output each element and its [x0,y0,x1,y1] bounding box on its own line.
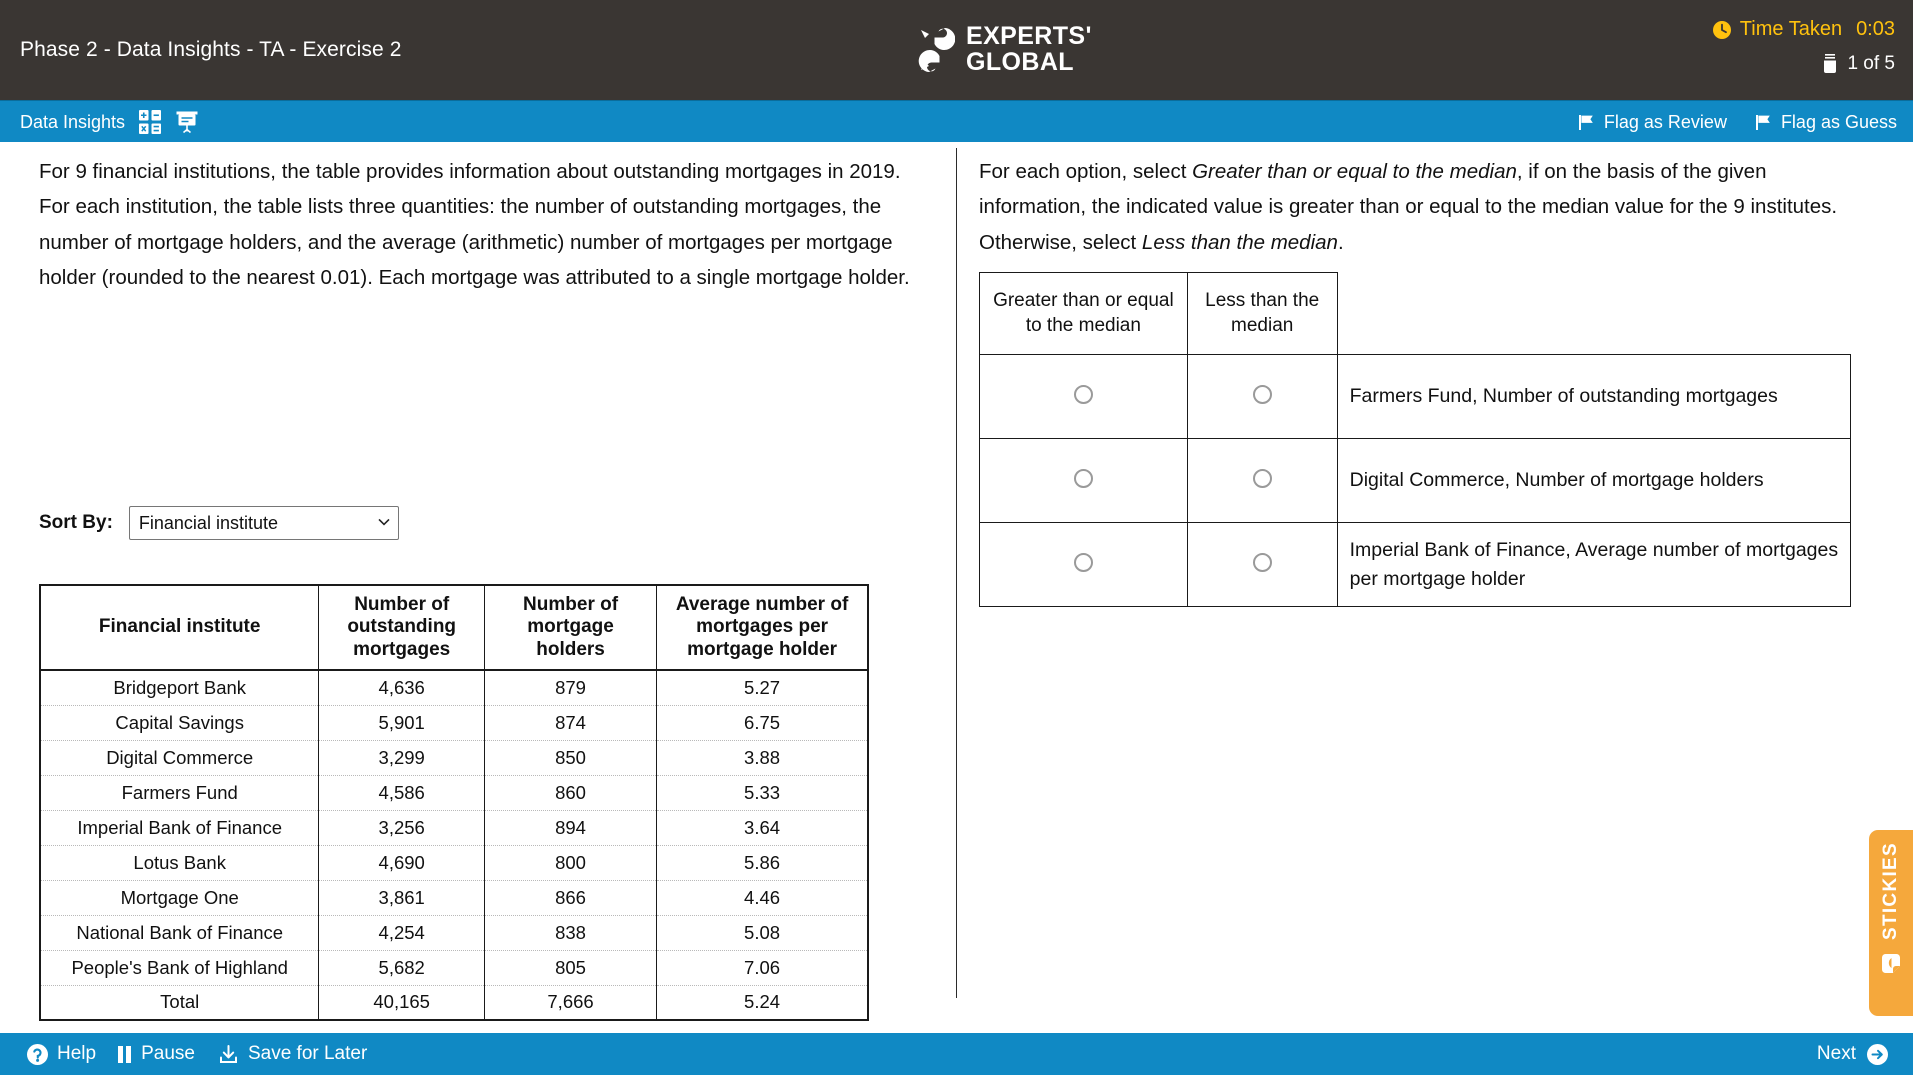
total-cell-institute: Total [40,985,319,1020]
cell-average: 5.08 [657,915,868,950]
table-header-row [40,585,868,670]
cell-holders: 850 [484,740,656,775]
flag-icon [1578,114,1595,131]
logo-line-2: GLOBAL [966,47,1074,76]
stickies-tab[interactable] [1869,830,1913,1016]
question-stack-icon [1821,53,1839,75]
answer-cell-gte[interactable] [980,355,1188,439]
radio-gte-row3[interactable] [1074,553,1093,572]
cell-holders: 860 [484,775,656,810]
cell-outstanding: 3,861 [319,880,485,915]
cell-average: 5.86 [657,845,868,880]
cell-outstanding: 3,256 [319,810,485,845]
cell-outstanding: 5,682 [319,950,485,985]
cell-holders: 874 [484,705,656,740]
cell-institute: Imperial Bank of Finance [40,810,319,845]
col-header-outstanding: Number of outstanding mortgages [319,585,485,670]
answer-option-label: Digital Commerce, Number of mortgage holders [1337,439,1850,523]
stickies-label: STICKIES [1880,842,1901,941]
help-label: Help [57,1043,97,1064]
cell-holders: 866 [484,880,656,915]
table-row [40,670,868,705]
arrow-right-circle-icon [1866,1043,1889,1066]
cell-institute: Capital Savings [40,705,319,740]
table-row [40,810,868,845]
instructions-part-1: For each option, select [979,160,1193,183]
cell-institute: Lotus Bank [40,845,319,880]
instructions-emphasis-2: Less than the median [1141,230,1338,254]
page-title: Phase 2 - Data Insights - TA - Exercise 2 [20,38,402,61]
save-for-later-label: Save for Later [247,1043,368,1064]
nav-right-group [1578,101,1897,143]
cell-average: 3.88 [657,740,868,775]
flag-as-review-label: Flag as Review [1603,111,1727,132]
bottom-action-bar [0,1033,1913,1075]
table-row [40,880,868,915]
radio-gte-row1[interactable] [1074,385,1093,404]
answer-cell-gte[interactable] [980,439,1188,523]
answer-cell-gte[interactable] [980,523,1188,607]
answer-cell-lt[interactable] [1187,355,1337,439]
sort-by-label: Sort By: [39,512,113,533]
cell-holders: 894 [484,810,656,845]
next-button[interactable] [1817,1033,1889,1075]
table-row [40,775,868,810]
instructions-part-2: , if on the basis of the given information, the indicated value is greater than or equal to the median value for the 9 institutes. Otherwise, select [979,160,1838,254]
experts-global-logo [915,24,1092,75]
sort-by-select-wrap [129,506,399,540]
table-row [40,740,868,775]
data-table [39,584,869,1021]
question-instructions [979,154,1859,260]
next-label: Next [1816,1043,1856,1064]
total-cell-outstanding: 40,165 [319,985,485,1020]
help-icon [26,1043,49,1066]
stimulus-text: For 9 financial institutions, the table provides information about outstanding mortgages in 2019. For each institution, the table lists three quantities: the number of outstanding mortgages, the number of mortgage holders, and the average (arithmetic) number of mortgages per mortgage holder (rounded to the nearest 0.01). Each mortgage was attributed to a single mortgage holder. [39,160,910,289]
instructions-part-3: . [1337,230,1344,254]
answer-col-header-blank [1337,273,1850,355]
download-icon [217,1043,240,1066]
cell-holders: 879 [484,670,656,705]
radio-lt-row2[interactable] [1253,469,1272,488]
sticky-note-icon [1879,952,1903,976]
cell-institute: Digital Commerce [40,740,319,775]
answer-row [980,439,1851,523]
cell-average: 3.64 [657,810,868,845]
clock-icon [1712,20,1732,40]
sort-by-select[interactable] [129,506,399,540]
cell-institute: Mortgage One [40,880,319,915]
answer-col-header-lt: Less than the median [1187,273,1337,355]
cell-institute: National Bank of Finance [40,915,319,950]
col-header-holders: Number of mortgage holders [484,585,656,670]
data-table-body [40,670,868,1020]
cell-holders: 800 [484,845,656,880]
total-cell-holders: 7,666 [484,985,656,1020]
answer-header-row [980,273,1851,355]
cell-holders: 805 [484,950,656,985]
table-row [40,915,868,950]
bottom-left-group [26,1033,367,1075]
cell-average: 7.06 [657,950,868,985]
time-taken-label: Time Taken [1739,18,1843,40]
cell-average: 5.33 [657,775,868,810]
radio-lt-row3[interactable] [1253,553,1272,572]
answer-row [980,355,1851,439]
right-panel [957,142,1913,1033]
total-cell-average: 5.24 [657,985,868,1020]
answer-table [979,272,1851,607]
cell-outstanding: 4,690 [319,845,485,880]
flag-as-review-button[interactable] [1578,112,1727,133]
answer-cell-lt[interactable] [1187,439,1337,523]
time-taken-indicator [1712,18,1895,41]
whiteboard-icon[interactable] [175,110,199,134]
tool-nav-bar [0,100,1913,142]
col-header-institute: Financial institute [40,585,319,670]
calculator-icon[interactable] [139,110,161,134]
pause-button[interactable] [118,1043,195,1065]
cell-outstanding: 4,254 [319,915,485,950]
cell-outstanding: 4,586 [319,775,485,810]
col-header-average: Average number of mortgages per mortgage holder [657,585,868,670]
table-row [40,705,868,740]
pause-icon [118,1046,133,1063]
cell-institute: People's Bank of Highland [40,950,319,985]
flag-as-guess-label: Flag as Guess [1780,111,1897,132]
cell-outstanding: 4,636 [319,670,485,705]
flag-icon [1755,114,1772,131]
nav-left-group [20,101,199,143]
cell-outstanding: 3,299 [319,740,485,775]
pause-label: Pause [141,1043,195,1064]
question-counter-text: 1 of 5 [1847,53,1895,74]
radio-gte-row2[interactable] [1074,469,1093,488]
cell-institute: Farmers Fund [40,775,319,810]
table-row [40,950,868,985]
cell-holders: 838 [484,915,656,950]
answer-col-header-gte: Greater than or equal to the median [980,273,1188,355]
question-counter [1821,53,1895,75]
logo-line-1: EXPERTS' [966,22,1092,50]
table-row [40,845,868,880]
cell-outstanding: 5,901 [319,705,485,740]
cell-average: 5.27 [657,670,868,705]
flag-as-guess-button[interactable] [1755,112,1897,133]
sort-by-row [39,506,399,540]
cell-institute: Bridgeport Bank [40,670,319,705]
answer-option-label: Imperial Bank of Finance, Average number of mortgages per mortgage holder [1337,523,1850,607]
section-label: Data Insights [20,111,126,132]
left-panel [0,142,956,1033]
cell-average: 4.46 [657,880,868,915]
instructions-emphasis-1: Greater than or equal to the median [1192,160,1517,183]
table-total-row [40,985,868,1020]
save-for-later-button[interactable] [217,1043,367,1066]
answer-table-body [980,355,1851,607]
cell-average: 6.75 [657,705,868,740]
radio-lt-row1[interactable] [1253,385,1272,404]
top-header-bar [0,0,1913,100]
answer-row [980,523,1851,607]
time-taken-value: 0:03 [1856,18,1895,40]
help-button[interactable] [26,1043,96,1066]
answer-cell-lt[interactable] [1187,523,1337,607]
content-area [0,142,1913,1033]
logo-mark-icon [915,26,955,74]
answer-option-label: Farmers Fund, Number of outstanding mortgages [1337,355,1850,439]
